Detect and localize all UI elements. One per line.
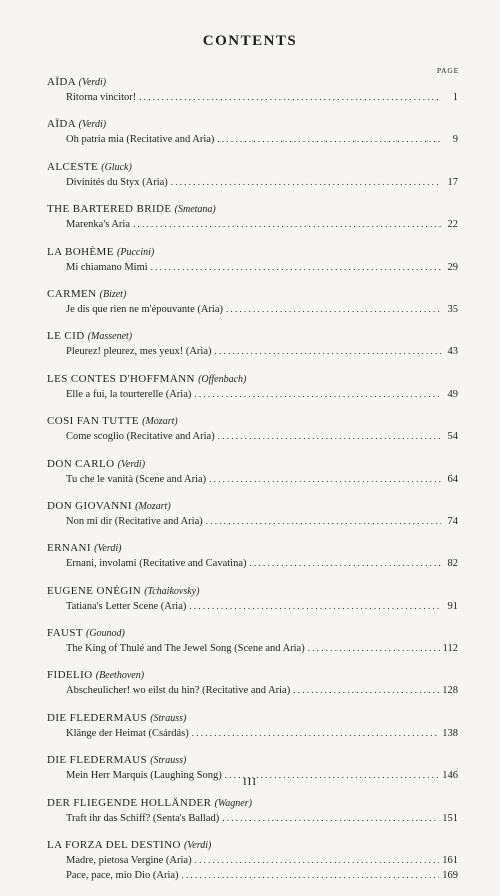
- composer-name: (Puccini): [117, 246, 155, 258]
- opera-heading: [47, 542, 122, 554]
- dot-leader: [249, 558, 441, 568]
- composer-name: (Massenet): [87, 331, 133, 343]
- page-ref: 1: [452, 92, 458, 103]
- aria-line: [66, 601, 458, 612]
- dot-leader: [189, 601, 441, 611]
- contents-entry: [47, 627, 458, 669]
- opera-title: FIDELIO: [47, 669, 93, 682]
- aria-line: [66, 262, 458, 273]
- dot-leader: [195, 855, 440, 865]
- dot-leader: [171, 177, 441, 187]
- page-ref: 64: [447, 473, 458, 485]
- page-title: CONTENTS: [202, 33, 298, 49]
- opera-title: LA FORZA DEL DESTINO: [47, 839, 181, 852]
- opera-title: LA BOHÈME: [47, 245, 114, 258]
- page-ref: 54: [447, 431, 458, 443]
- page-ref: 91: [447, 600, 458, 612]
- aria-title: Oh patria mia (Recitative and Aria): [66, 134, 215, 146]
- aria-title: Ernani, involami (Recitative and Cavatina): [66, 558, 247, 570]
- page-ref: 82: [447, 558, 458, 570]
- opera-title: DIE FLEDERMAUS: [47, 711, 148, 724]
- page-ref: 29: [447, 261, 458, 273]
- contents-list: [47, 76, 458, 896]
- aria-title: Mi chiamano Mimì: [66, 261, 148, 273]
- page-ref: 9: [452, 134, 458, 146]
- contents-entry: [47, 585, 458, 627]
- page-ref: 151: [442, 812, 458, 824]
- dot-leader: [194, 389, 441, 399]
- composer-name: (Verdi): [183, 840, 212, 852]
- aria-title: Traft ihr das Schiff? (Senta's Ballad): [66, 812, 220, 824]
- opera-title: COSI FAN TUTTE: [47, 415, 139, 428]
- dot-leader: [192, 728, 440, 738]
- contents-entry: [47, 458, 458, 500]
- dot-leader: [222, 813, 439, 823]
- composer-name: (Tchaikovsky): [144, 585, 200, 597]
- page-ref: 43: [447, 346, 458, 358]
- dot-leader: [217, 134, 441, 144]
- page-column-label: PAGE: [436, 66, 459, 75]
- aria-title: Elle a fui, la tourterelle (Aria): [66, 388, 192, 400]
- page-ref: 146: [442, 770, 458, 782]
- aria-line: [66, 431, 458, 442]
- dot-leader: [206, 516, 441, 526]
- composer-name: (Wagner): [214, 797, 252, 809]
- opera-heading: [47, 669, 144, 681]
- composer-name: (Gounod): [85, 628, 125, 640]
- opera-title: LES CONTES D'HOFFMANN: [47, 372, 195, 385]
- contents-entry: [47, 118, 458, 160]
- dot-leader: [218, 431, 441, 441]
- contents-entry: [47, 542, 458, 584]
- page-ref: 49: [447, 388, 458, 400]
- opera-title: DON CARLO: [47, 457, 115, 470]
- dot-leader: [151, 262, 441, 272]
- dot-leader: [209, 474, 441, 484]
- page-ref: 22: [447, 219, 458, 231]
- contents-entry: [47, 288, 458, 330]
- aria-line: [66, 474, 458, 485]
- opera-heading: [47, 246, 154, 258]
- opera-title: CARMEN: [47, 287, 97, 300]
- aria-line: [66, 92, 458, 103]
- dot-leader: [214, 346, 441, 356]
- composer-name: (Verdi): [117, 458, 146, 470]
- composer-name: (Verdi): [94, 543, 122, 555]
- aria-title: Non mi dir (Recitative and Aria): [66, 515, 203, 527]
- dot-leader: [308, 643, 440, 653]
- page-ref: 161: [442, 855, 458, 867]
- aria-line: [66, 134, 458, 145]
- opera-title: THE BARTERED BRIDE: [47, 203, 172, 216]
- contents-entry: [47, 373, 458, 415]
- composer-name: (Strauss): [150, 712, 187, 724]
- opera-heading: [47, 839, 211, 851]
- page-ref: 35: [447, 303, 458, 315]
- composer-name: (Gluck): [101, 161, 132, 173]
- composer-name: (Bizet): [99, 288, 127, 300]
- opera-heading: [47, 415, 178, 427]
- opera-heading: [47, 500, 171, 512]
- page-ref: 169: [442, 870, 458, 882]
- composer-name: (Beethoven): [95, 670, 145, 682]
- opera-heading: [47, 754, 186, 766]
- opera-heading: [47, 118, 106, 130]
- contents-entry: [47, 712, 458, 754]
- aria-line: [66, 855, 458, 866]
- opera-title: ALCESTE: [47, 160, 99, 173]
- dot-leader: [226, 304, 441, 314]
- contents-entry: [47, 669, 458, 711]
- aria-title: Tatiana's Letter Scene (Aria): [66, 600, 187, 612]
- aria-title: Divinités du Styx (Aria): [66, 176, 168, 188]
- opera-title: LE CID: [47, 330, 85, 343]
- page-number: III: [243, 776, 257, 788]
- opera-title: FAUST: [47, 627, 83, 640]
- aria-title: Marenka's Aria: [66, 219, 130, 231]
- opera-title: AÏDA: [47, 76, 76, 88]
- composer-name: (Offenbach): [198, 373, 247, 385]
- composer-name: (Verdi): [78, 119, 107, 131]
- opera-heading: [47, 585, 199, 597]
- composer-name: (Verdi): [78, 77, 107, 88]
- opera-heading: [47, 627, 125, 639]
- opera-heading: [47, 288, 126, 300]
- aria-line: [66, 346, 458, 357]
- opera-heading: [47, 203, 216, 215]
- opera-title: DER FLIEGENDE HOLLÄNDER: [47, 796, 212, 809]
- contents-entry: [47, 246, 458, 288]
- aria-title: Come scoglio (Recitative and Aria): [66, 431, 215, 443]
- opera-title: AÏDA: [47, 118, 76, 131]
- page-ref: 74: [447, 515, 458, 527]
- contents-entry: [47, 500, 458, 542]
- contents-entry: [47, 161, 458, 203]
- contents-entry: [47, 330, 458, 372]
- aria-line: [66, 728, 458, 739]
- aria-title: Pleurez! pleurez, mes yeux! (Aria): [66, 346, 212, 358]
- contents-entry: [47, 839, 458, 896]
- opera-title: DON GIOVANNI: [47, 499, 132, 512]
- opera-heading: [47, 330, 132, 342]
- opera-title: ERNANI: [47, 542, 91, 555]
- aria-line: [66, 389, 458, 400]
- contents-entry: [47, 797, 458, 839]
- opera-heading: [47, 373, 246, 385]
- aria-title: Klänge der Heimat (Csárdás): [66, 727, 189, 739]
- aria-title: The King of Thulé and The Jewel Song (Scene and Aria): [66, 643, 305, 655]
- opera-title: DIE FLEDERMAUS: [47, 754, 148, 767]
- page-ref: 112: [442, 643, 458, 655]
- dot-leader: [293, 685, 439, 695]
- opera-heading: [47, 458, 145, 470]
- opera-heading: [47, 161, 132, 173]
- aria-title: Je dis que rien ne m'épouvante (Aria): [66, 303, 224, 315]
- aria-title: Pace, pace, mio Dio (Aria): [66, 870, 179, 882]
- dot-leader: [182, 870, 440, 880]
- aria-line: [66, 813, 458, 824]
- opera-title: EUGENE ONÉGIN: [47, 584, 142, 597]
- aria-line: [66, 219, 458, 230]
- aria-title: Tu che le vanità (Scene and Aria): [66, 473, 207, 485]
- opera-heading: [47, 712, 186, 724]
- aria-title: Abscheulicher! wo eilst du hin? (Recitative and Aria): [66, 685, 291, 697]
- contents-entry: [47, 203, 458, 245]
- opera-heading: [47, 797, 252, 809]
- aria-line: [66, 558, 458, 569]
- contents-entry: [47, 415, 458, 457]
- aria-line: [66, 177, 458, 188]
- aria-title: Madre, pietosa Vergine (Aria): [66, 855, 192, 867]
- aria-line: [66, 685, 458, 696]
- aria-line: [66, 304, 458, 315]
- composer-name: (Strauss): [150, 755, 187, 767]
- aria-title: Ritorna vincitor!: [66, 92, 137, 103]
- dot-leader: [133, 219, 441, 229]
- page-ref: 17: [447, 176, 458, 188]
- page-ref: 138: [442, 727, 458, 739]
- dot-leader: [139, 92, 441, 102]
- opera-heading: [47, 76, 106, 88]
- contents-entry: [47, 76, 458, 118]
- aria-line: [66, 516, 458, 527]
- composer-name: (Mozart): [142, 416, 178, 428]
- aria-title: Mein Herr Marquis (Laughing Song): [66, 770, 222, 782]
- page-ref: 128: [442, 685, 458, 697]
- aria-line: [66, 870, 458, 881]
- composer-name: (Smetana): [174, 204, 216, 216]
- aria-line: [66, 643, 458, 654]
- composer-name: (Mozart): [135, 500, 171, 512]
